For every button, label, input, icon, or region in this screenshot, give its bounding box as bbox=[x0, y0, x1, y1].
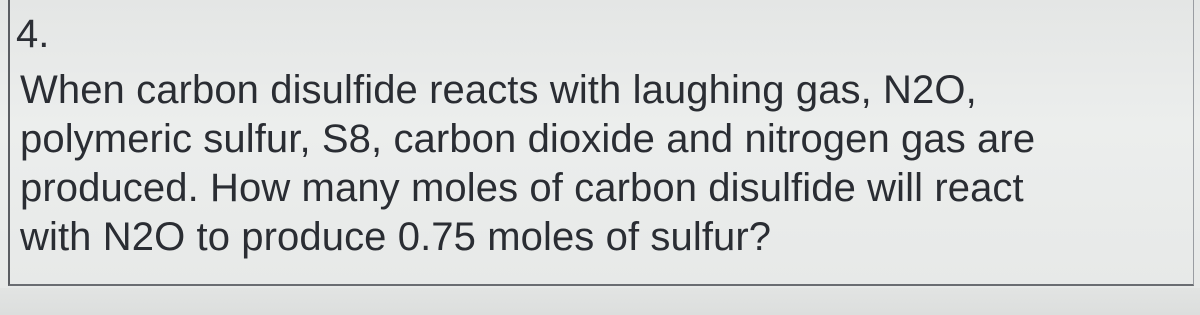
question-line-2: polymeric sulfur, S8, carbon dioxide and nitrogen gas are bbox=[20, 117, 1036, 161]
question-line-3: produced. How many moles of carbon disulfide will react bbox=[20, 166, 1024, 210]
question-box bbox=[8, 0, 1194, 286]
page-bottom-margin bbox=[0, 288, 1200, 315]
question-text bbox=[20, 66, 1195, 262]
question-line-1: When carbon disulfide reacts with laughing gas, N2O, bbox=[20, 68, 977, 112]
question-line-4: with N2O to produce 0.75 moles of sulfur? bbox=[20, 215, 772, 259]
question-number: 4. bbox=[16, 12, 50, 56]
